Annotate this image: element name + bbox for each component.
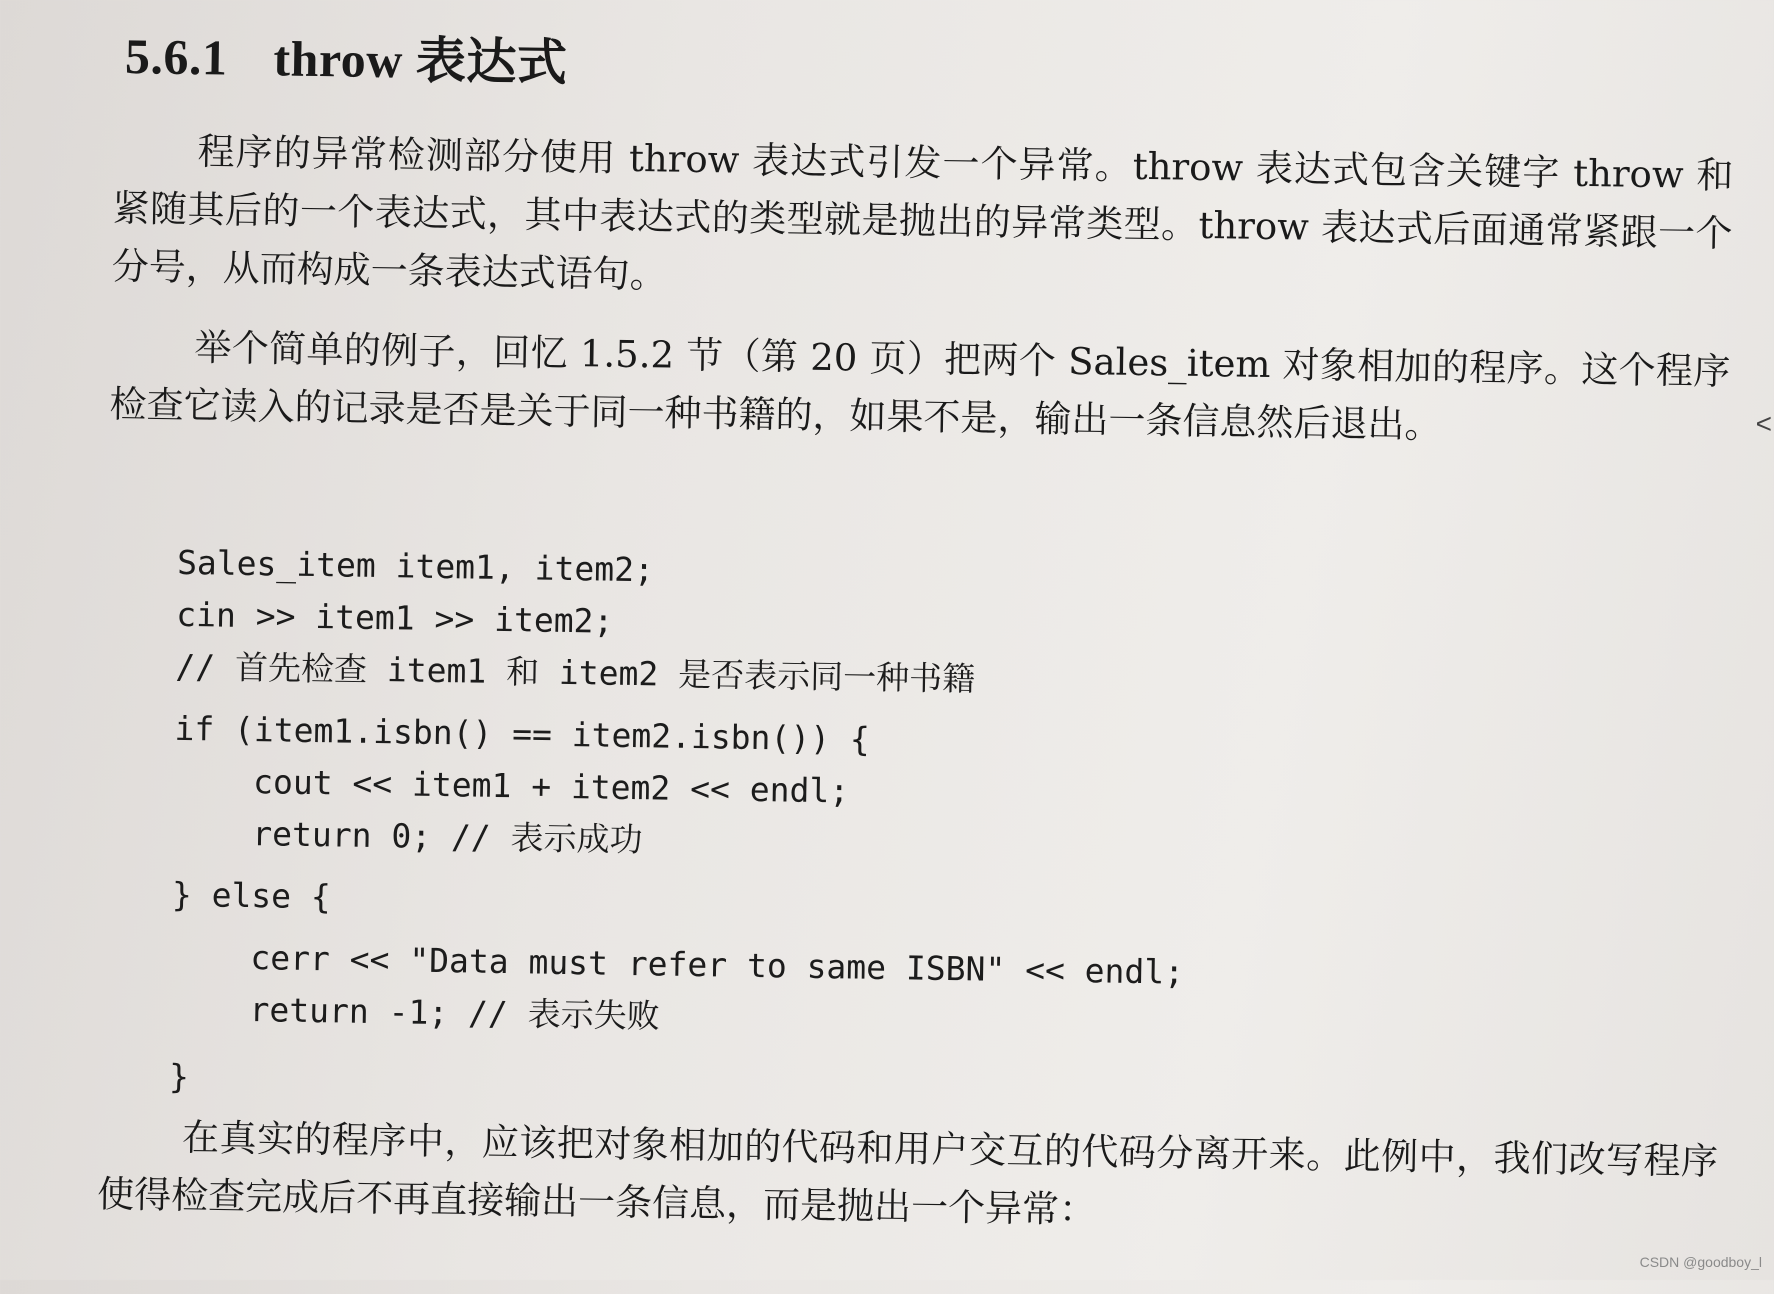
- paragraph-throw-intro: 程序的异常检测部分使用 throw 表达式引发一个异常。throw 表达式包含关键字 throw 和紧随其后的一个表达式，其中表达式的类型就是抛出的异常类型。throw 表达式后面通常紧跟一个分号，从而构成一条表达式语句。: [111, 130, 1734, 297]
- code-line: return 0; // 表示成功: [172, 812, 643, 860]
- code-line: return -1; // 表示失败: [169, 988, 660, 1036]
- section-title: throw 表达式: [273, 30, 568, 91]
- code-line: cerr << "Data must refer to same ISBN" << endl;: [170, 936, 1185, 992]
- section-number: 5.6.1: [124, 27, 228, 86]
- section-heading: [125, 16, 568, 95]
- watermark-text: CSDN @goodboy_l: [1639, 1254, 1762, 1270]
- paragraph-refactor-intro: 在真实的程序中，应该把对象相加的代码和用户交互的代码分离开来。此例中，我们改写程序使得检查完成后不再直接输出一条信息，而是抛出一个异常：: [96, 1116, 1719, 1232]
- paragraph-example-intro: 举个简单的例子，回忆 1.5.2 节（第 20 页）把两个 Sales_item 对象相加的程序。这个程序检查它读入的记录是否是关于同一种书籍的，如果不是，输出一条信息然后退出。: [109, 326, 1731, 447]
- page-edge-mark: <: [1755, 408, 1772, 439]
- code-line: cin >> item1 >> item2;: [175, 594, 614, 641]
- code-block: [169, 537, 1191, 1119]
- code-line: } else {: [171, 874, 332, 917]
- code-comment-line: // 首先检查 item1 和 item2 是否表示同一种书籍: [175, 646, 976, 699]
- code-line: cout << item1 + item2 << endl;: [173, 760, 850, 811]
- code-line: }: [168, 1056, 190, 1097]
- code-line: if (item1.isbn() == item2.isbn()) {: [174, 708, 871, 759]
- code-line: Sales_item item1, item2;: [176, 542, 655, 590]
